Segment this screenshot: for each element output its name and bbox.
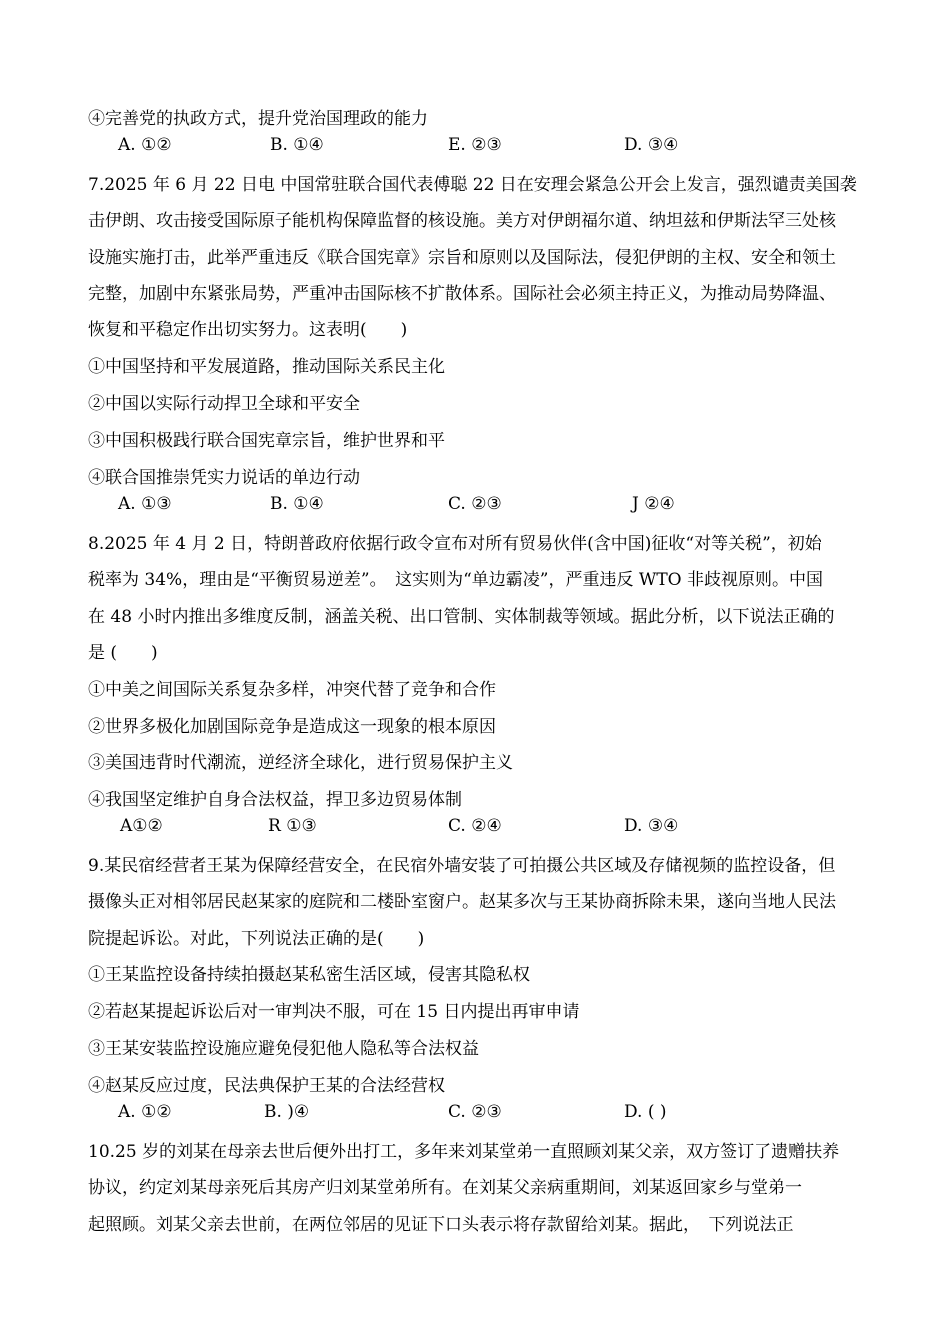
- q7-stem-line: 7.2025 年 6 月 22 日电 中国常驻联合国代表傅聪 22 日在安理会紧急公开会上发言，强烈谴责美国袭: [88, 175, 857, 195]
- q9-option-b: B. )④: [264, 1102, 310, 1122]
- q9-item-4: ④赵某反应过度，民法典保护王某的合法经营权: [88, 1076, 445, 1096]
- q8-stem-line: 是 ( ): [88, 643, 158, 663]
- q9-stem-line: 9.某民宿经营者王某为保障经营安全，在民宿外墙安装了可拍摄公共区域及存储视频的监控设备，但: [88, 856, 836, 876]
- q7-stem-line: 完整，加剧中东紧张局势，严重冲击国际核不扩散体系。国际社会必须主持正义，为推动局势降温、: [88, 284, 836, 304]
- q8-item-4: ④我国坚定维护自身合法权益，捍卫多边贸易体制: [88, 790, 462, 810]
- q6-item-4: ④完善党的执政方式，提升党治国理政的能力: [88, 109, 428, 129]
- q8-item-1: ①中美之间国际关系复杂多样，冲突代替了竞争和合作: [88, 680, 496, 700]
- q9-item-3: ③王某安装监控设施应避免侵犯他人隐私等合法权益: [88, 1039, 479, 1059]
- q10-stem-line: 协议，约定刘某母亲死后其房产归刘某堂弟所有。在刘某父亲病重期间，刘某返回家乡与堂弟一: [88, 1178, 802, 1198]
- q7-stem-line: 击伊朗、攻击接受国际原子能机构保障监督的核设施。美方对伊朗福尔道、纳坦兹和伊斯法罕三处核: [88, 211, 836, 231]
- q8-stem-line: 税率为 34%，理由是“平衡贸易逆差”。 这实则为“单边霸凌”，严重违反 WTO 非歧视原则。中国: [88, 570, 824, 590]
- q7-item-4: ④联合国推崇凭实力说话的单边行动: [88, 468, 360, 488]
- q8-option-a: A①②: [120, 816, 163, 836]
- q8-option-d: D. ③④: [624, 816, 679, 836]
- q9-option-a: A. ①②: [118, 1102, 172, 1122]
- q7-option-a: A. ①③: [118, 494, 172, 514]
- q9-item-2: ②若赵某提起诉讼后对一审判决不服，可在 15 日内提出再审申请: [88, 1002, 580, 1022]
- q7-item-2: ②中国以实际行动捍卫全球和平安全: [88, 394, 360, 414]
- q10-stem-line: 10.25 岁的刘某在母亲去世后便外出打工，多年来刘某堂弟一直照顾刘某父亲，双方签订了遗赠扶养: [88, 1142, 840, 1162]
- q8-stem-line: 在 48 小时内推出多维度反制，涵盖关税、出口管制、实体制裁等领域。据此分析，以下说法正确的: [88, 607, 835, 627]
- q6-option-a: A. ①②: [118, 135, 172, 155]
- q9-option-c: C. ②③: [448, 1102, 502, 1122]
- q8-option-c: C. ②④: [448, 816, 502, 836]
- q9-item-1: ①王某监控设备持续拍摄赵某私密生活区域，侵害其隐私权: [88, 965, 530, 985]
- q9-option-d: D. ( ): [624, 1102, 667, 1122]
- q6-option-d: D. ③④: [624, 135, 679, 155]
- q6-option-c: E. ②③: [448, 135, 502, 155]
- q9-stem-line: 院提起诉讼。对此，下列说法正确的是( ): [88, 929, 425, 949]
- q8-item-2: ②世界多极化加剧国际竞争是造成这一现象的根本原因: [88, 717, 496, 737]
- q7-item-3: ③中国积极践行联合国宪章宗旨，维护世界和平: [88, 431, 445, 451]
- q7-option-c: C. ②③: [448, 494, 502, 514]
- q7-option-b: B. ①④: [270, 494, 324, 514]
- q8-stem-line: 8.2025 年 4 月 2 日，特朗普政府依据行政令宣布对所有贸易伙伴(含中国)征收“对等关税”，初始: [88, 534, 822, 554]
- q7-option-d: J ②④: [632, 494, 675, 514]
- q8-item-3: ③美国违背时代潮流，逆经济全球化，进行贸易保护主义: [88, 753, 513, 773]
- q10-stem-line: 起照顾。刘某父亲去世前，在两位邻居的见证下口头表示将存款留给刘某。据此， 下列说法正: [88, 1215, 794, 1235]
- q7-stem-line: 设施实施打击，此举严重违反《联合国宪章》宗旨和原则以及国际法，侵犯伊朗的主权、安全和领土: [88, 248, 836, 268]
- q6-option-b: B. ①④: [270, 135, 324, 155]
- q7-stem-line: 恢复和平稳定作出切实努力。这表明( ): [88, 320, 408, 340]
- q9-stem-line: 摄像头正对相邻居民赵某家的庭院和二楼卧室窗户。赵某多次与王某协商拆除未果，遂向当地人民法: [88, 892, 836, 912]
- q8-option-b: R ①③: [268, 816, 317, 836]
- q7-item-1: ①中国坚持和平发展道路，推动国际关系民主化: [88, 357, 445, 377]
